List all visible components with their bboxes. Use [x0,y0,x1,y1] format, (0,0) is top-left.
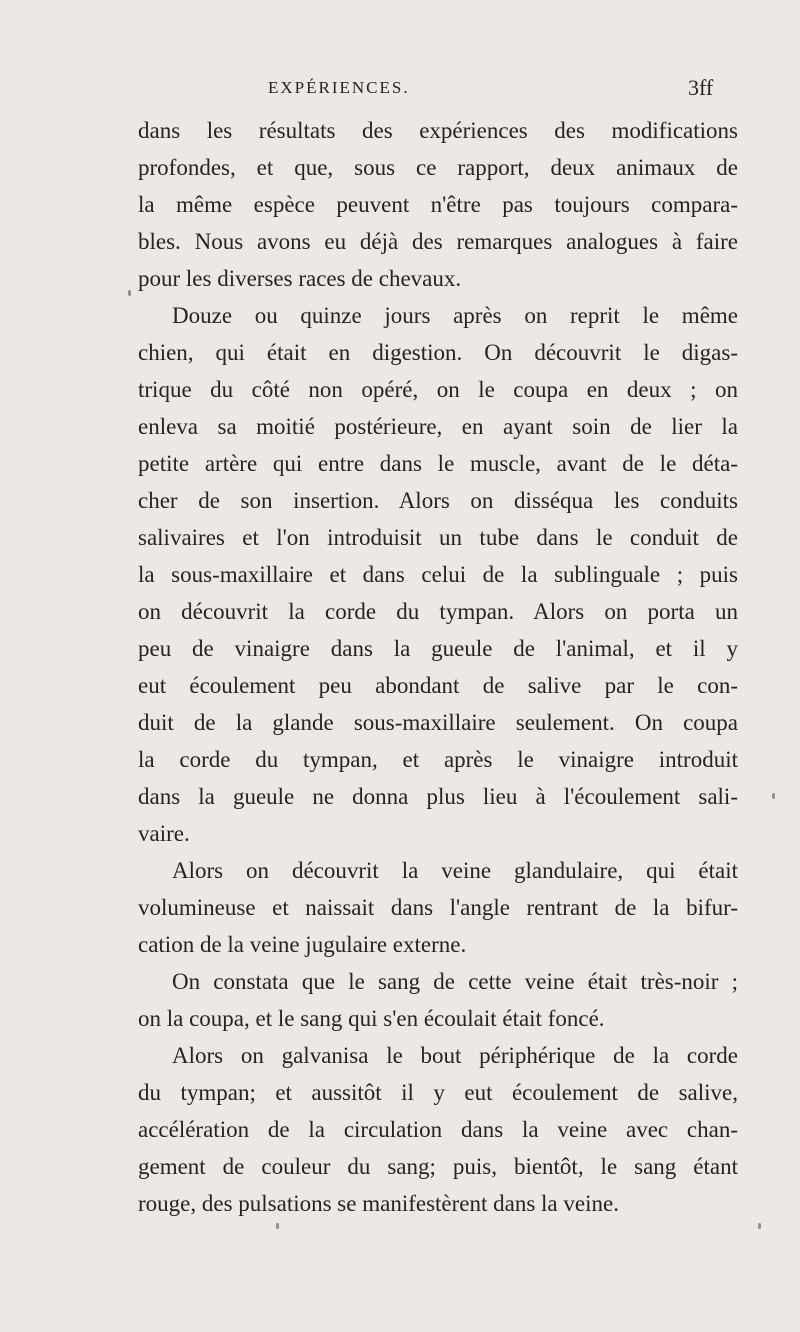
paragraph [138,297,738,852]
text-line: peu de vinaigre dans la gueule de l'animal, et il y [138,636,738,661]
running-title: EXPÉRIENCES. [268,78,410,97]
paragraph [138,112,738,297]
body-text [138,112,738,1222]
text-line: la corde du tympan, et après le vinaigre introduit [138,747,738,772]
running-head [0,75,800,108]
text-line: du tympan; et aussitôt il y eut écoulement de salive, [138,1080,738,1105]
text-line: eut écoulement peu abondant de salive par le con- [138,673,738,698]
text-line: dans la gueule ne donna plus lieu à l'écoulement sali- [138,784,738,809]
ink-speck [758,1223,761,1229]
text-line: volumineuse et naissait dans l'angle rentrant de la bifur- [138,895,738,920]
text-line: petite artère qui entre dans le muscle, avant de le déta- [138,451,738,476]
text-line: profondes, et que, sous ce rapport, deux animaux de [138,155,738,180]
text-line: cation de la veine jugulaire externe. [138,932,467,957]
text-line: on la coupa, et le sang qui s'en écoulait était foncé. [138,1006,605,1031]
paragraph [138,1037,738,1222]
text-line: pour les diverses races de chevaux. [138,266,462,291]
text-line: Alors on découvrit la veine glandulaire, qui était [172,858,738,883]
paragraph [138,963,738,1037]
text-line: duit de la glande sous-maxillaire seulement. On coupa [138,710,738,735]
text-line: accélération de la circulation dans la veine avec chan- [138,1117,738,1142]
text-line: chien, qui était en digestion. On découvrit le digas- [138,340,738,365]
text-line: cher de son insertion. Alors on disséqua les conduits [138,488,738,513]
ink-speck [128,290,131,296]
text-line: vaire. [138,821,190,846]
text-line: trique du côté non opéré, on le coupa en deux ; on [138,377,738,402]
text-line: On constata que le sang de cette veine était très-noir ; [172,969,738,994]
text-line: Douze ou quinze jours après on reprit le même [172,303,738,328]
ink-speck [276,1223,279,1229]
text-line: salivaires et l'on introduisit un tube dans le conduit de [138,525,738,550]
text-line: rouge, des pulsations se manifestèrent dans la veine. [138,1191,619,1216]
text-line: dans les résultats des expériences des modifications [138,118,738,143]
text-line: enleva sa moitié postérieure, en ayant soin de lier la [138,414,738,439]
paragraph [138,852,738,963]
text-line: Alors on galvanisa le bout périphérique de la corde [172,1043,738,1068]
text-line: on découvrit la corde du tympan. Alors on porta un [138,599,738,624]
text-line: la même espèce peuvent n'être pas toujours compara- [138,192,738,217]
ink-speck [772,793,775,799]
text-line: gement de couleur du sang; puis, bientôt, le sang étant [138,1154,738,1179]
page-number: 3ff [688,75,714,100]
text-line: la sous-maxillaire et dans celui de la sublinguale ; puis [138,562,738,587]
text-line: bles. Nous avons eu déjà des remarques analogues à faire [138,229,738,254]
